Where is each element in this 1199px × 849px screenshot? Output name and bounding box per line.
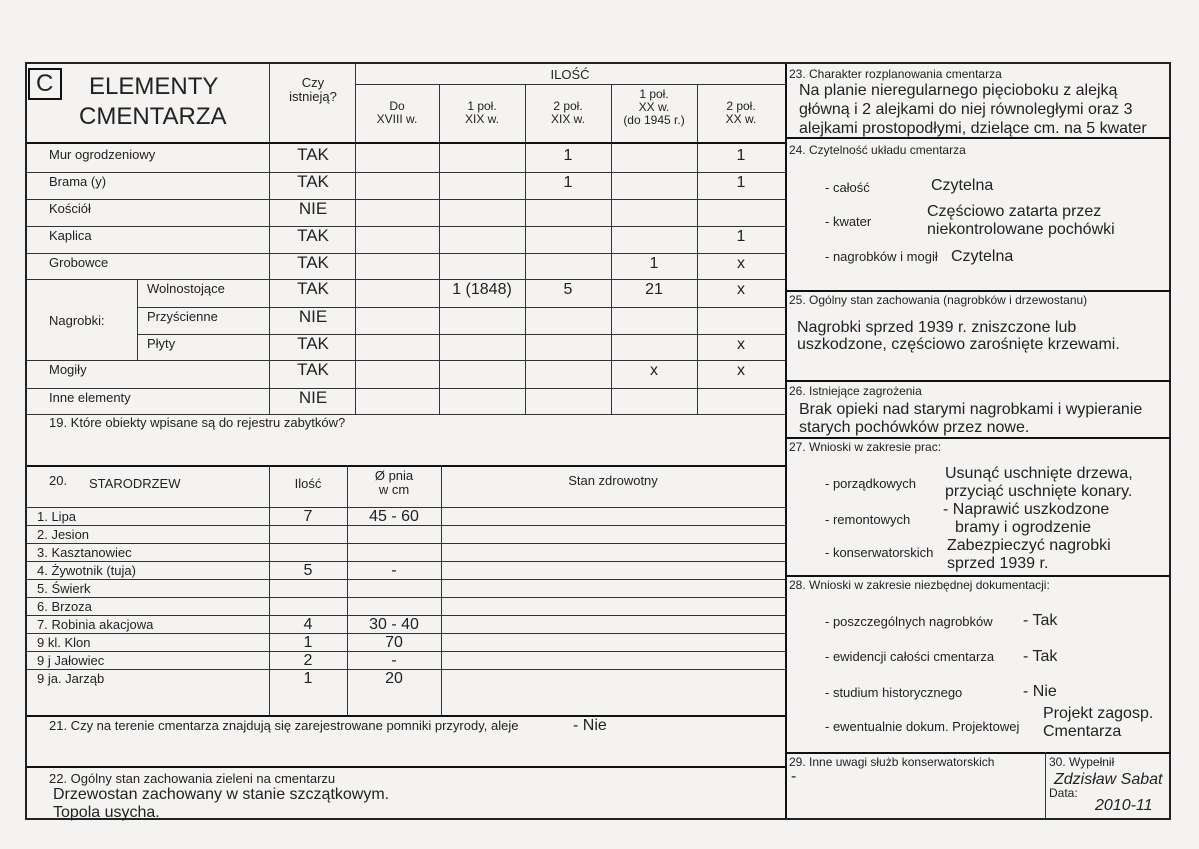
q26-answer-1: Brak opieki nad starymi nagrobkami i wypieranie bbox=[799, 401, 1143, 418]
q25-answer-1: Nagrobki sprzed 1939 r. zniszczone lub bbox=[797, 319, 1077, 336]
rule-line bbox=[137, 334, 785, 335]
q23-answer-2: główną i 2 alejkami do niej równoległymi oraz 3 bbox=[799, 101, 1133, 118]
q24-label: 24. Czytelność układu cmentarza bbox=[789, 143, 966, 157]
element-label: Brama (y) bbox=[49, 174, 107, 189]
nagrobki-label: Nagrobki: bbox=[49, 313, 105, 328]
q30-date: 2010-11 bbox=[1095, 797, 1153, 814]
q23-label: 23. Charakter rozplanowania cmentarza bbox=[789, 67, 1002, 81]
element-exists: TAK bbox=[297, 253, 329, 272]
cemetery-form-sheet bbox=[25, 62, 1171, 820]
period-header-4: 1 poł. XX w. (do 1945 r.) bbox=[623, 87, 685, 128]
q27-item-1-value-1: Usunąć uschnięte drzewa, bbox=[945, 465, 1133, 482]
section-letter-box bbox=[28, 68, 62, 100]
col-qty-header: ILOŚĆ bbox=[550, 67, 590, 82]
rule-line bbox=[27, 279, 785, 280]
rule-line bbox=[785, 752, 1171, 754]
element-qty-cell: 1 bbox=[736, 228, 746, 245]
tree-name: 2. Jesion bbox=[37, 527, 90, 542]
element-qty-cell: x bbox=[737, 281, 745, 298]
rule-line bbox=[27, 199, 785, 200]
q21-label: 21. Czy na terenie cmentarza znajdują się zarejestrowane pomniki przyrody, aleje bbox=[49, 718, 519, 733]
q28-item-3-label: - studium historycznego bbox=[825, 685, 963, 700]
rule-line bbox=[525, 84, 526, 414]
element-qty-cell: 1 bbox=[736, 174, 746, 191]
tree-qty: 2 bbox=[303, 652, 313, 669]
q24-item-3-value: Czytelna bbox=[951, 248, 1014, 265]
q28-item-2-label: - ewidencji całości cmentarza bbox=[825, 649, 995, 664]
q24-item-1-label: - całość bbox=[825, 180, 870, 195]
title-line2: CMENTARZA bbox=[79, 103, 227, 130]
rule-line bbox=[611, 84, 612, 414]
q25-answer-2: uszkodzone, częściowo zarośnięte krzewami. bbox=[797, 336, 1120, 353]
section-letter: C bbox=[36, 70, 54, 97]
period-header-5: 2 poł. XX w. bbox=[725, 99, 757, 127]
rule-line bbox=[269, 64, 270, 414]
element-exists: TAK bbox=[297, 172, 329, 191]
rule-line bbox=[27, 543, 785, 544]
q22-label: 22. Ogólny stan zachowania zieleni na cmentarzu bbox=[49, 771, 336, 786]
tree-qty: 1 bbox=[303, 634, 313, 651]
rule-line bbox=[27, 579, 785, 580]
tree-diameter: 70 bbox=[385, 634, 403, 651]
element-exists: TAK bbox=[297, 226, 329, 245]
period-header-3: 2 poł. XIX w. bbox=[550, 99, 585, 127]
element-label: Mogiły bbox=[49, 362, 87, 377]
element-label: Płyty bbox=[147, 336, 176, 351]
rule-line bbox=[697, 84, 698, 414]
q24-item-2-label: - kwater bbox=[825, 214, 872, 229]
rule-line bbox=[1045, 752, 1046, 818]
element-qty-cell: 21 bbox=[645, 281, 663, 298]
q23-answer-3: alejkami prostopodłymi, dzielące cm. na 5 kwater bbox=[799, 120, 1147, 137]
tree-qty: 4 bbox=[303, 616, 313, 633]
rule-line bbox=[27, 715, 785, 717]
q29-label: 29. Inne uwagi służb konserwatorskich bbox=[789, 755, 995, 769]
rule-line bbox=[27, 633, 785, 634]
rule-line bbox=[347, 465, 348, 715]
tree-qty: 1 bbox=[303, 670, 313, 687]
rule-line bbox=[27, 766, 785, 768]
q24-item-1-value: Czytelna bbox=[931, 177, 994, 194]
tree-name: 3. Kasztanowiec bbox=[37, 545, 132, 560]
tree-name: 4. Żywotnik (tuja) bbox=[37, 563, 136, 578]
tree-name: 6. Brzoza bbox=[37, 599, 92, 614]
rule-line bbox=[27, 561, 785, 562]
q20-title: STARODRZEW bbox=[89, 476, 181, 491]
element-qty-cell: x bbox=[737, 362, 745, 379]
element-exists: TAK bbox=[297, 360, 329, 379]
q28-item-2-value: - Tak bbox=[1023, 648, 1058, 665]
element-exists: TAK bbox=[297, 145, 329, 164]
q25-label: 25. Ogólny stan zachowania (nagrobków i drzewostanu) bbox=[789, 293, 1088, 307]
tree-name: 1. Lipa bbox=[37, 509, 77, 524]
element-qty-cell: 1 bbox=[563, 174, 573, 191]
tree-col-health: Stan zdrowotny bbox=[568, 473, 658, 488]
element-qty-cell: 1 (1848) bbox=[452, 281, 512, 298]
q21-answer: - Nie bbox=[573, 717, 607, 734]
tree-qty: 7 bbox=[303, 508, 313, 525]
rule-line bbox=[785, 575, 1171, 577]
tree-diameter: 45 - 60 bbox=[369, 508, 419, 525]
tree-name: 9 kl. Klon bbox=[37, 635, 91, 650]
period-header-2: 1 poł. XIX w. bbox=[464, 99, 499, 127]
q27-item-2-label: - remontowych bbox=[825, 512, 911, 527]
q24-item-2-value-1: Częściowo zatarta przez bbox=[927, 203, 1102, 220]
tree-name: 9 ja. Jarząb bbox=[37, 671, 105, 686]
q23-answer-1: Na planie nieregularnego pięcioboku z alejką bbox=[799, 82, 1118, 99]
element-label: Przyścienne bbox=[147, 309, 218, 324]
q29-answer: - bbox=[791, 768, 797, 785]
q27-item-2-value-1: - Naprawić uszkodzone bbox=[943, 501, 1110, 518]
element-label: Grobowce bbox=[49, 255, 109, 270]
rule-line bbox=[27, 615, 785, 616]
q26-label: 26. Istniejące zagrożenia bbox=[789, 384, 922, 398]
element-exists: NIE bbox=[298, 199, 328, 218]
rule-line bbox=[27, 465, 785, 467]
rule-line bbox=[441, 465, 442, 715]
element-qty-cell: 1 bbox=[736, 147, 746, 164]
element-exists: NIE bbox=[298, 307, 328, 326]
element-label: Wolnostojące bbox=[147, 281, 225, 296]
q22-answer-1: Drzewostan zachowany w stanie szczątkowym. bbox=[53, 786, 390, 803]
q28-item-4-value: Projekt zagosp. Cmentarza bbox=[1043, 705, 1154, 740]
tree-qty: 5 bbox=[303, 562, 313, 579]
rule-line bbox=[785, 64, 787, 818]
rule-line bbox=[27, 414, 785, 415]
element-label: Kościół bbox=[49, 201, 91, 216]
tree-name: 9 j Jałowiec bbox=[37, 653, 105, 668]
element-qty-cell: 5 bbox=[563, 281, 573, 298]
rule-line bbox=[355, 84, 785, 85]
q27-item-3-value-1: Zabezpieczyć nagrobki bbox=[947, 537, 1111, 554]
tree-col-qty: Ilość bbox=[294, 476, 322, 491]
q28-label: 28. Wnioski w zakresie niezbędnej dokumentacji: bbox=[789, 578, 1050, 592]
rule-line bbox=[27, 507, 785, 508]
element-qty-cell: 1 bbox=[649, 255, 659, 272]
col-exists-header: Czy istnieją? bbox=[289, 75, 337, 105]
tree-diameter: - bbox=[391, 562, 397, 579]
element-qty-cell: 1 bbox=[563, 147, 573, 164]
rule-line bbox=[27, 226, 785, 227]
q28-item-4-label: - ewentualnie dokum. Projektowej bbox=[825, 719, 1020, 734]
rule-line bbox=[27, 142, 785, 144]
tree-name: 5. Świerk bbox=[37, 581, 91, 596]
q19-label: 19. Które obiekty wpisane są do rejestru zabytków? bbox=[49, 415, 346, 430]
element-exists: NIE bbox=[298, 388, 328, 407]
tree-col-diam: Ø pnia w cm bbox=[374, 468, 414, 498]
q27-label: 27. Wnioski w zakresie prac: bbox=[789, 440, 942, 454]
tree-name: 7. Robinia akacjowa bbox=[37, 617, 154, 632]
tree-diameter: 30 - 40 bbox=[369, 616, 419, 633]
element-qty-cell: x bbox=[737, 336, 745, 353]
rule-line bbox=[137, 307, 785, 308]
q30-label: 30. Wypełnił bbox=[1049, 755, 1115, 769]
title-line1: ELEMENTY bbox=[89, 73, 219, 100]
q27-item-1-value-2: przyciąć uschnięte konary. bbox=[945, 483, 1133, 500]
rule-line bbox=[785, 437, 1171, 439]
rule-line bbox=[27, 388, 785, 389]
q30-date-label: Data: bbox=[1049, 786, 1078, 800]
rule-line bbox=[439, 84, 440, 414]
rule-line bbox=[785, 380, 1171, 382]
element-label: Mur ogrodzeniowy bbox=[49, 147, 156, 162]
rule-line bbox=[785, 137, 1171, 139]
q28-item-1-label: - poszczególnych nagrobków bbox=[825, 614, 993, 629]
q20-number: 20. bbox=[49, 473, 68, 488]
element-label: Inne elementy bbox=[49, 390, 131, 405]
q27-item-3-value-2: sprzed 1939 r. bbox=[947, 555, 1049, 572]
rule-line bbox=[27, 597, 785, 598]
q27-item-1-label: - porządkowych bbox=[825, 476, 917, 491]
rule-line bbox=[269, 465, 270, 715]
tree-diameter: - bbox=[391, 652, 397, 669]
rule-line bbox=[785, 290, 1171, 292]
q28-item-1-value: - Tak bbox=[1023, 612, 1058, 629]
rule-line bbox=[27, 525, 785, 526]
rule-line bbox=[137, 279, 138, 360]
element-exists: TAK bbox=[297, 334, 329, 353]
rule-line bbox=[27, 360, 785, 361]
q28-item-3-value: - Nie bbox=[1023, 683, 1057, 700]
period-header-1: Do XVIII w. bbox=[376, 99, 418, 127]
element-qty-cell: x bbox=[737, 255, 745, 272]
rule-line bbox=[27, 172, 785, 173]
tree-diameter: 20 bbox=[385, 670, 403, 687]
rule-line bbox=[27, 669, 785, 670]
rule-line bbox=[27, 253, 785, 254]
q24-item-2-value-2: niekontrolowane pochówki bbox=[927, 221, 1115, 238]
q26-answer-2: starych pochówków przez nowe. bbox=[799, 419, 1030, 436]
element-qty-cell: x bbox=[650, 362, 658, 379]
q24-item-3-label: - nagrobków i mogił bbox=[825, 249, 938, 264]
q27-item-3-label: - konserwatorskich bbox=[825, 545, 934, 560]
q27-item-2-value-2: bramy i ogrodzenie bbox=[955, 519, 1092, 536]
rule-line bbox=[27, 651, 785, 652]
rule-line bbox=[355, 64, 356, 414]
q22-answer-2: Topola usycha. bbox=[53, 804, 160, 821]
element-exists: TAK bbox=[297, 279, 329, 298]
q30-name: Zdzisław Sabat bbox=[1054, 771, 1163, 788]
element-label: Kaplica bbox=[49, 228, 92, 243]
